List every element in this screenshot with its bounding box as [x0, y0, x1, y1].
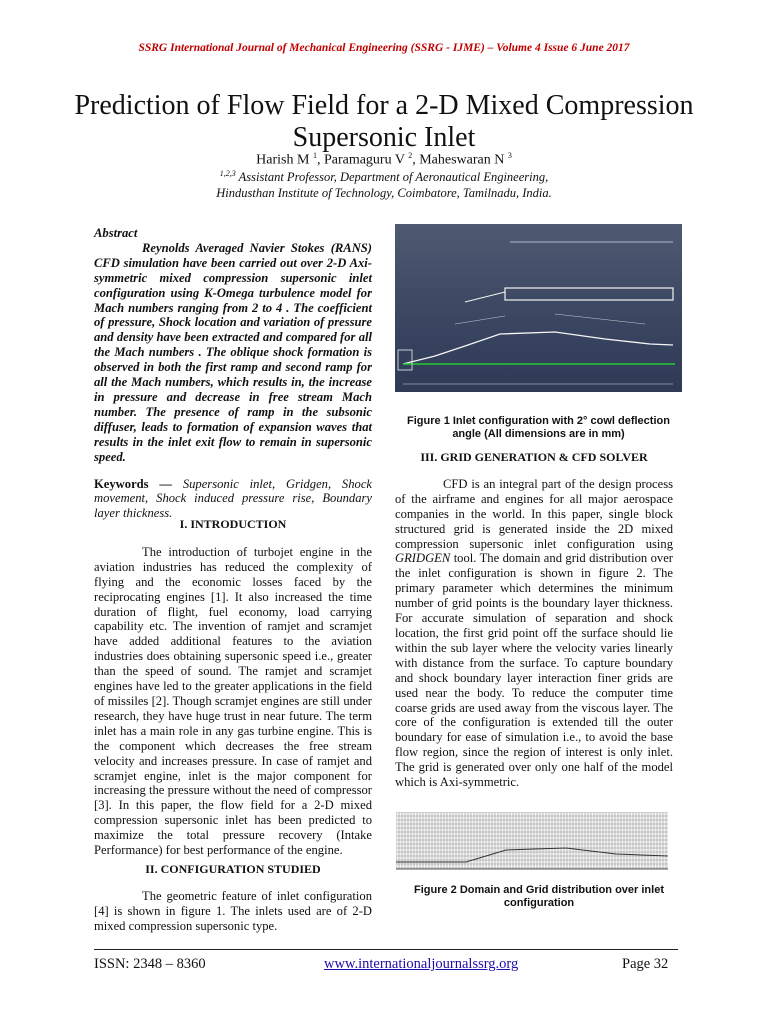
grid-tool-name: GRIDGEN	[395, 551, 451, 566]
inlet-box	[398, 350, 412, 370]
caption-line: configuration	[503, 897, 575, 909]
keywords-text: Supersonic inlet, Gridgen, Shock movement, Shock induced pressure rise, Boundary layer thickness.	[94, 476, 372, 521]
author-sup: 2	[408, 151, 413, 160]
author-name: Harish M	[256, 152, 310, 168]
dimension-line	[555, 314, 645, 324]
figure-1-inlet-configuration	[395, 224, 682, 392]
grid-drawing	[396, 812, 668, 870]
abstract-text: Reynolds Averaged Navier Stokes (RANS) CFD simulation have been carried out over 2-D Axi-symmetric mixed compression supersonic inlet configuration using K-Omega turbulence model for Mach numbers ranging from 2 to 4 . The coefficient of pressure, Shock location and variation of pressure and density have been extracted and compared for all the Mach numbers . The oblique shock formation is observed in both the first ramp and second ramp for all the Mach numbers, which results in, the increase in pressure and decrease in free stream Mach number. The presence of ramp in the subsonic diffuser, leads to formation of expansion waves that results in the inlet exit flow to remain in supersonic speed.	[94, 240, 372, 464]
section-heading-grid-generation: III. GRID GENERATION & CFD SOLVER	[420, 450, 648, 464]
cowl-lip	[465, 292, 505, 302]
author-name: Maheswaran N	[419, 152, 505, 168]
affiliation-text: Assistant Professor, Department of Aeronautical Engineering,	[238, 170, 549, 185]
grid-text-part: tool. The domain and grid distribution over the inlet configuration is shown in figure 2. The primary parameter which determines the minimum number of grid points is the boundary layer thickness. For accurate simulation of separation and shock location, the first grid point off the surface should lie within the sub layer where the velocity varies linearly with distance from the surface. To capture boundary and shock boundary layer interaction finer grids are used near the body. To reduce the computer time coarse grids are used away from the viscous layer. The core of the configuration is extended till the outer boundary for ease of simulation i.e., to avoid the base flow region, since the region of interest is only inlet. The grid is generated over only one half of the model which is Axi-symmetric.	[395, 551, 673, 790]
column-abstract	[94, 226, 372, 521]
configuration-text: The geometric feature of inlet configuration [4] is shown in figure 1. The inlets used are of 2-D mixed compression supersonic type.	[94, 888, 372, 933]
author-line: Harish M $^1$, Paramaguru V $^2$, Maheswaran N $^3$	[256, 151, 512, 168]
column-configuration	[94, 862, 372, 934]
figure-2-grid-distribution	[396, 812, 668, 870]
author-sup: 3	[507, 151, 512, 160]
column-introduction	[94, 517, 372, 858]
affiliation-line-1	[0, 166, 768, 185]
figure-1-caption	[395, 415, 682, 441]
grid-lines	[396, 812, 668, 869]
paper-title: Prediction of Flow Field for a 2-D Mixed Compression Supersonic Inlet	[74, 90, 694, 153]
cowl-outline	[505, 288, 673, 300]
inlet-drawing	[395, 224, 682, 392]
author-name: Paramaguru V	[323, 152, 405, 168]
introduction-text: The introduction of turbojet engine in the aviation industries has reduced the complexity of flying and the economic losses faced by the reciprocating engines [1]. It also increased the time duration of flight, fuel economy, load carrying capability etc. The invention of ramjet and scramjet have added additional features to the aviation industries does obtaining supersonic speed i.e., greater than the speed of sound. The ramjet and scramjet engines have led to the greater applications in the field of missiles [2]. Though scramjet engines are still under research, they have huge trust in near future. The term inlet has a main role in any gas turbine engine. This is the component which decreases the free stream velocity and increases pressure. In case of ramjet and scramjet engine, inlet is the major component for increasing the pressure without the need of compressor [3]. In this paper, the flow field for a 2-D mixed compression supersonic inlet has been predicted to maximize the total pressure recovery (Intake Performance) for best performance of the engine.	[94, 544, 372, 858]
footer-issn: ISSN: 2348 – 8360	[94, 956, 206, 972]
footer-rule	[94, 949, 678, 950]
keywords-label: Keywords —	[94, 476, 172, 491]
footer-page-number: Page 32	[622, 956, 669, 972]
caption-line: angle (All dimensions are in mm)	[452, 428, 625, 440]
section-heading-configuration: II. CONFIGURATION STUDIED	[145, 862, 321, 876]
grid-text-part: CFD is an integral part of the design process of the airframe and engines for all major aerospace companies in the world. In this paper, single block structured grid is generated inside the 2D mixed compression supersonic inlet configuration using	[395, 476, 673, 551]
affiliation-line-2: Hindusthan Institute of Technology, Coimbatore, Tamilnadu, India.	[216, 186, 552, 201]
ramp-surface	[403, 332, 673, 364]
keywords	[94, 477, 372, 522]
affiliation	[0, 166, 768, 201]
journal-header: SSRG International Journal of Mechanical Engineering (SSRG - IJME) – Volume 4 Issue 6 June 2017	[138, 42, 630, 54]
grid-generation-text	[395, 477, 673, 790]
abstract-heading: Abstract	[94, 226, 138, 240]
affiliation-sup: 1,2,3	[219, 169, 236, 178]
caption-line: Figure 2 Domain and Grid distribution over inlet	[414, 884, 664, 896]
dimension-line	[455, 316, 505, 324]
author-sup: 1	[312, 151, 317, 160]
caption-line: Figure 1 Inlet configuration with 2° cowl deflection	[407, 415, 670, 427]
section-heading-introduction: I. INTRODUCTION	[179, 517, 287, 531]
footer-journal-link[interactable]: www.internationaljournalssrg.org	[324, 956, 519, 972]
column-grid-generation	[395, 450, 673, 790]
figure-2-caption	[395, 884, 683, 910]
